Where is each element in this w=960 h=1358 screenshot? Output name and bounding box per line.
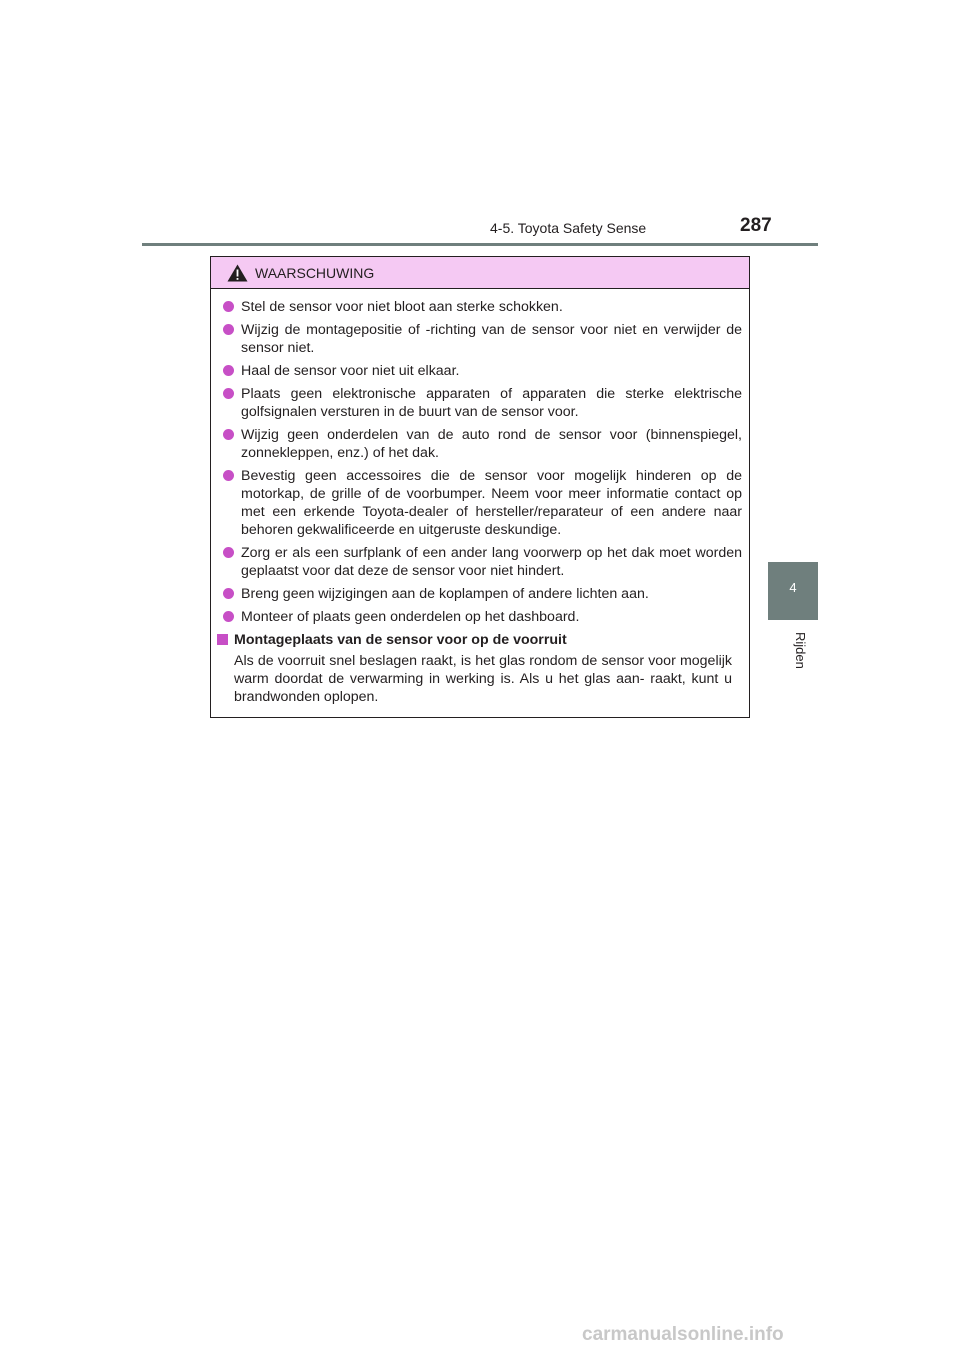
header-divider: [142, 243, 818, 246]
list-item-text: Haal de sensor voor niet uit elkaar.: [241, 363, 460, 379]
bullet-dot-icon: [223, 388, 234, 399]
list-item: [217, 467, 742, 539]
subheading-text: Montageplaats van de sensor voor op de voorruit: [234, 632, 567, 648]
list-item-text: Plaats geen elektronische apparaten of apparaten die sterke elektrische golfsignalen versturen in de buurt van de sensor voor.: [241, 386, 742, 420]
list-item-text: Stel de sensor voor niet bloot aan sterke schokken.: [241, 299, 563, 315]
bullet-dot-icon: [223, 470, 234, 481]
list-item-text: Zorg er als een surfplank of een ander lang voorwerp op het dak moet worden geplaatst voor dat deze de sensor voor niet hindert.: [241, 545, 742, 579]
list-item-text: Monteer of plaats geen onderdelen op het dashboard.: [241, 609, 580, 625]
bullet-dot-icon: [223, 324, 234, 335]
list-item-text: Bevestig geen accessoires die de sensor voor mogelijk hinderen op de motorkap, de grille of de voorbumper. Neem voor meer informatie contact op met een erkende Toyota-dealer of hersteller/reparateur of een andere naar behoren gekwalificeerde en uitgeruste deskundige.: [241, 468, 742, 538]
list-item: [217, 362, 742, 380]
list-item: [217, 585, 742, 603]
paragraph: Als de voorruit snel beslagen raakt, is het glas rondom de sensor voor mogelijk warm doordat de verwarming in werking is. Als u het glas aan- raakt, kunt u brandwonden oplopen.: [234, 653, 732, 705]
bullet-dot-icon: [223, 611, 234, 622]
warning-body: [211, 289, 749, 706]
list-item: [217, 321, 742, 357]
list-item: [217, 544, 742, 580]
section-title: 4-5. Toyota Safety Sense: [490, 220, 647, 236]
list-item-text: Breng geen wijzigingen aan de koplampen of andere lichten aan.: [241, 586, 649, 602]
warning-title: WAARSCHUWING: [255, 265, 375, 281]
bullet-dot-icon: [223, 301, 234, 312]
bullet-dot-icon: [223, 365, 234, 376]
chapter-tab: [768, 562, 818, 620]
bullet-dot-icon: [223, 429, 234, 440]
square-bullet-icon: [217, 634, 228, 645]
warning-triangle-icon: [227, 264, 248, 282]
page-number: 287: [740, 215, 772, 236]
chapter-label: Rijden: [793, 632, 808, 669]
bullet-dot-icon: [223, 588, 234, 599]
chapter-number: 4: [789, 580, 797, 595]
subheading: [217, 631, 742, 649]
list-item-text: Wijzig geen onderdelen van de auto rond de sensor voor (binnenspiegel, zonnekleppen, enz.) of het dak.: [241, 427, 742, 461]
list-item: [217, 426, 742, 462]
list-item: [217, 385, 742, 421]
list-item-text: Wijzig de montagepositie of -richting van de sensor voor niet en verwijder de sensor niet.: [241, 322, 742, 356]
bullet-dot-icon: [223, 547, 234, 558]
list-item: [217, 608, 742, 626]
warning-header: [211, 257, 749, 289]
warning-box: [210, 256, 750, 718]
list-item: [217, 298, 742, 316]
watermark: carmanualsonline.info: [582, 1324, 784, 1345]
